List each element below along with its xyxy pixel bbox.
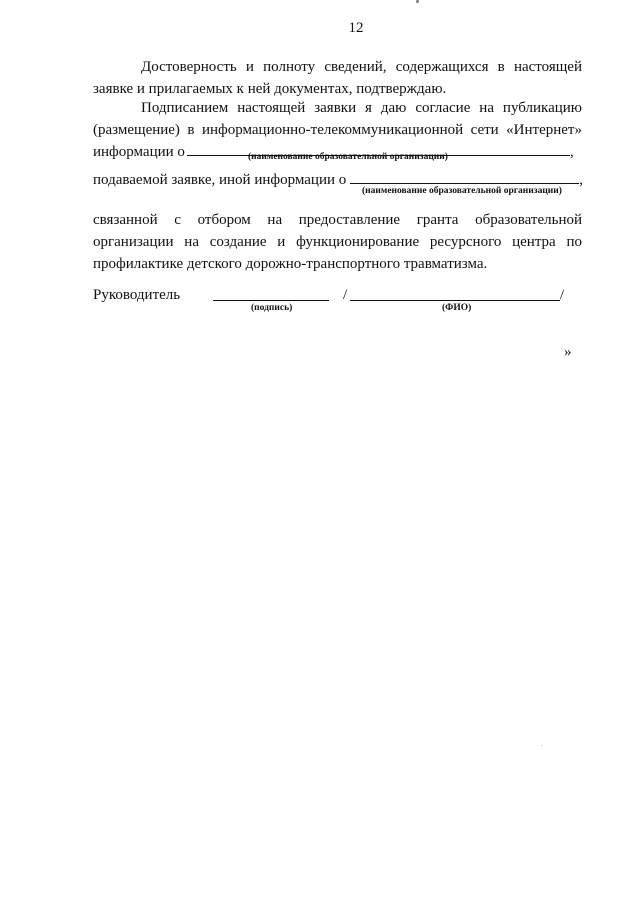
info-about-label: информации о — [93, 144, 185, 160]
slash-close: / — [560, 287, 565, 303]
paragraph-consent-continuation: связанной с отбором на предоставление гранта образовательной организации на создание и функционирование ресурсного центра по профилактике детского дорожно-транспортного травматизма. — [93, 212, 582, 272]
signature-row — [93, 287, 582, 309]
paragraph-consent-line2: (размещение) в информационно-телекоммуникационной сети «Интернет» — [93, 122, 582, 138]
organization-name-caption-1: (наименование образовательной организации) — [248, 152, 448, 162]
organization-name-caption-2: (наименование образовательной организации) — [362, 186, 562, 196]
slash-open: / — [343, 287, 348, 303]
scan-speck — [541, 745, 542, 746]
closing-quote: » — [564, 344, 572, 360]
scan-mark — [416, 0, 419, 3]
full-name-field[interactable] — [350, 289, 560, 301]
comma-1: , — [569, 144, 574, 160]
paragraph-consent-line1: Подписанием настоящей заявки я даю согласие на публикацию — [141, 100, 582, 116]
full-name-caption: (ФИО) — [442, 303, 472, 313]
head-label: Руководитель — [93, 287, 181, 303]
page-number: 12 — [348, 20, 364, 36]
signature-field[interactable] — [213, 289, 329, 301]
organization-name-field-2[interactable] — [350, 172, 579, 184]
paragraph-confirmation: Достоверность и полноту сведений, содержащихся в настоящей заявке и прилагаемых к ней документах, подтверждаю. — [93, 59, 582, 97]
comma-2: , — [579, 172, 583, 188]
signature-caption: (подпись) — [251, 303, 293, 313]
submitted-application-label: подаваемой заявке, иной информации о — [93, 172, 347, 188]
